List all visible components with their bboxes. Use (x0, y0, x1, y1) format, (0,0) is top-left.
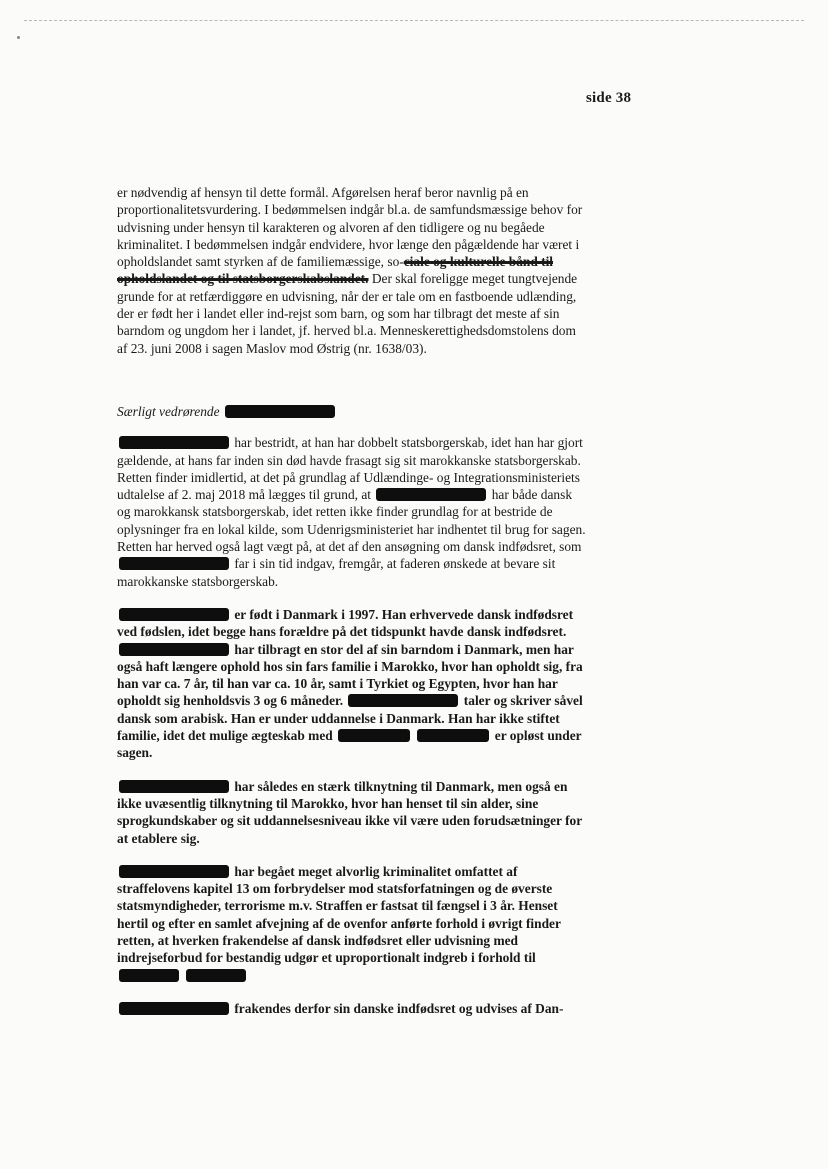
heading-text: Særligt vedrørende (117, 403, 220, 419)
redaction-bar (417, 729, 489, 742)
redaction-bar (119, 1002, 229, 1015)
redaction-bar (225, 405, 335, 418)
redaction-bar (119, 557, 229, 570)
paragraph-text: har tilbragt en stor del af sin barndom i Danmark, men har også haft længere ophold hos sin fars familie i Marokko, hvor han opholdt sig, fra han var ca. 7 år, til han var ca. 10 år, samt i Tyrkiet og Egypten, hvor han har opholdt sig henholdsvis 3 og 6 måneder. (117, 641, 583, 709)
redaction-bar (119, 643, 229, 656)
document-body (117, 184, 587, 1033)
paragraph-text: taler og skriver såvel dansk som arabisk. Han er under uddannelse i Danmark. Han har ikke stiftet familie, idet det mulige ægteskab med (117, 693, 583, 744)
paragraph-conclusion (117, 1000, 587, 1017)
redaction-bar (376, 488, 486, 501)
redaction-bar (119, 608, 229, 621)
redaction-bar (186, 969, 246, 982)
paragraph-text: har bestridt, at han har dobbelt statsborgerskab, idet han har gjort gældende, at hans far inden sin død havde frasagt sig sit marokkanske statsborgerskab. Retten finder imidlertid, at det på grundlag af Udlændinge- og Integrationsministeriets udtalelse af 2. maj 2018 må lægges til grund, at (117, 435, 583, 503)
paragraph-citizenship (117, 434, 587, 590)
paragraph-proportionality (117, 184, 587, 357)
redaction-bar (119, 436, 229, 449)
paragraph-text: er født i Danmark i 1997. Han erhvervede dansk indfødsret ved fødslen, idet begge hans forældre på det tidspunkt havde dansk indfødsret. (117, 606, 574, 640)
scan-artifact-dot (17, 36, 20, 39)
paragraph-ties (117, 778, 587, 847)
redaction-bar (338, 729, 410, 742)
redaction-bar (348, 694, 458, 707)
section-heading (117, 403, 587, 420)
paragraph-text: er opløst under sagen. (117, 728, 582, 761)
paragraph-background (117, 606, 587, 762)
paragraph-text: frakendes derfor sin danske indfødsret og udvises af Dan- (231, 1000, 564, 1016)
page-number: side 38 (586, 90, 632, 106)
paragraph-text: Der skal foreligge meget tungtvejende grunde for at retfærdiggøre en udvisning, når der er tale om en fastboende udlænding, der er født her i landet eller ind-rejst som barn, og som har tilbragt det meste af sin barndom og ungdom her i landet, jf. herved bl.a. Menneskerettighedsdomstolens dom af 23. juni 2008 i sagen Maslov mod Østrig (nr. 1638/03). (117, 271, 578, 356)
paragraph-text: har således en stærk tilknytning til Danmark, men også en ikke uvæsentlig tilknytning til Marokko, hvor han henset til sin alder, sine sprogkundskaber og sit uddannelsesniveau ikke vil være uden forudsætninger for at etablere sig. (117, 778, 582, 846)
paragraph-text: er nødvendig af hensyn til dette formål. Afgørelsen heraf beror navnlig på en proportionalitetsvurdering. I bedømmelsen indgår bl.a. de samfundsmæssige behov for udvisning under hensyn til karakteren og alvoren af den tidligere og nu begåede kriminalitet. I bedømmelsen indgår endvidere, hvor længe den pågældende har været i opholdslandet samt styrken af de familiemæssige, so- (117, 185, 583, 270)
paragraph-text: har både dansk og marokkansk statsborgerskab, idet retten ikke finder grundlag for at bestride de oplysninger fra en lokal kilde, som Udenrigsministeriet har indhentet til brug for sagen. Retten har herved også lagt vægt på, at det af den ansøgning om dansk indfødsret, som (117, 487, 586, 555)
redaction-bar (119, 780, 229, 793)
paragraph-crime (117, 863, 587, 984)
struck-text: ciale og kulturelle bånd til opholdslandet og til statsborgerskabslandet. (117, 254, 554, 287)
redaction-bar (119, 969, 179, 982)
paragraph-text: far i sin tid indgav, fremgår, at faderen ønskede at bevare sit marokkanske statsborgerskab. (117, 556, 556, 589)
paragraph-text: har begået meget alvorlig kriminalitet omfattet af straffelovens kapitel 13 om forbrydelser mod statsforfatningen og de øverste statsmyndigheder, terrorisme m.v. Straffen er fastsat til fængsel i 3 år. Henset hertil og efter en samlet afvejning af de ovenfor anførte forhold i øvrigt finder retten, at hverken frakendelse af dansk indfødsret eller udvisning med indrejseforbud for bestandig udgør et uproportionalt indgreb i forhold til (117, 863, 561, 966)
redaction-bar (119, 865, 229, 878)
scan-artifact-line (24, 20, 804, 21)
